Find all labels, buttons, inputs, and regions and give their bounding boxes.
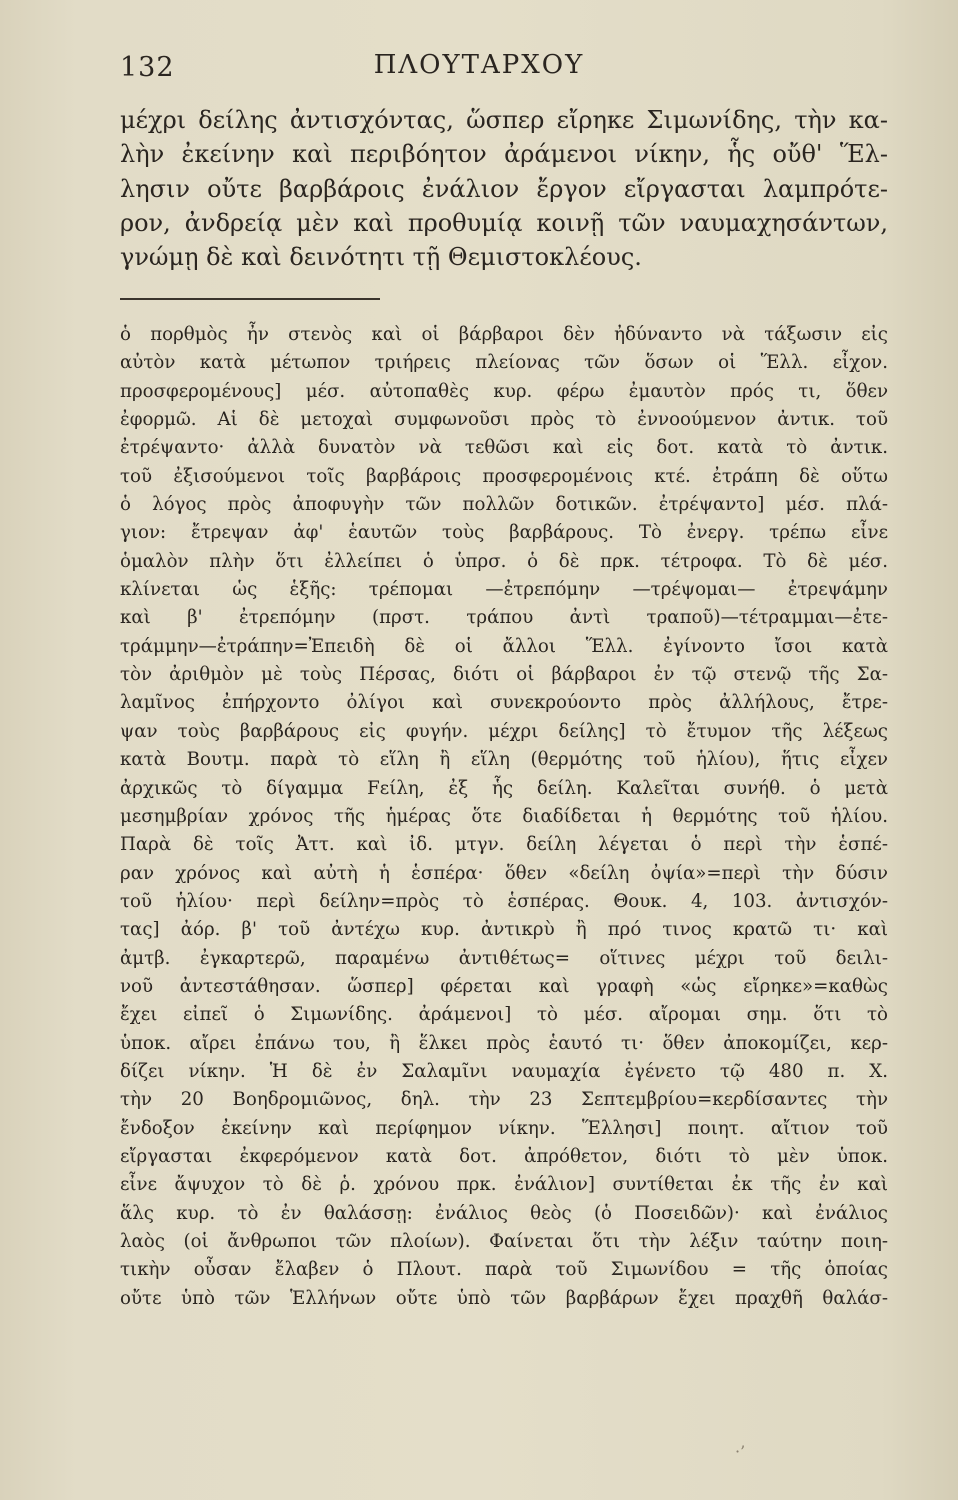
note-line: τοῦ ἐξισούμενοι τοῖς βαρβάροις προσφερομένοις κτέ. ἐτράπη δὲ οὕτω [120, 465, 888, 487]
margin-pencil-mark: ·’ [735, 1442, 746, 1461]
note-line: τράμμην—ἐτράπην=Ἐπειδὴ δὲ οἱ ἄλλοι Ἕλλ. ἐγίνοντο ἴσοι κατὰ [120, 635, 888, 657]
note-line: τὸν ἀριθμὸν μὲ τοὺς Πέρσας, διότι οἱ βάρβαροι ἐν τῷ στενῷ τῆς Σα- [120, 664, 888, 686]
note-line: κλίνεται ὡς ἑξῆς: τρέπομαι —ἐτρεπόμην —τρέψομαι— ἐτρεψάμην [120, 579, 888, 601]
note-line: μεσημβρίαν χρόνος τῆς ἡμέρας ὅτε διαδίδεται ἡ θερμότης τοῦ ἡλίου. [120, 805, 888, 827]
note-line: ἔνδοξον ἐκείνην καὶ περίφημον νίκην. Ἕλλησι] ποιητ. αἴτιον τοῦ [120, 1117, 888, 1139]
note-line: ψαν τοὺς βαρβάρους εἰς φυγήν. μέχρι δείλης] τὸ ἔτυμον τῆς λέξεως [120, 720, 888, 742]
note-line: ὁ λόγος πρὸς ἀποφυγὴν τῶν πολλῶν δοτικῶν. ἐτρέψαντο] μέσ. πλά- [120, 494, 888, 516]
main-text-line: λησιν οὔτε βαρβάροις ἐνάλιον ἔργον εἴργασται λαμπρότε- [120, 174, 888, 203]
note-line: οὔτε ὑπὸ τῶν Ἑλλήνων οὔτε ὑπὸ τῶν βαρβάρων ἔχει πραχθῆ θαλάσ- [120, 1287, 888, 1309]
main-text-line: γνώμῃ δὲ καὶ δεινότητι τῇ Θεμιστοκλέους. [120, 243, 642, 272]
note-line: καὶ β' ἐτρεπόμην (πρστ. τράπου ἀντὶ τραποῦ)—τέτραμμαι—ἐτε- [120, 607, 888, 629]
page-number: 132 [120, 52, 175, 83]
note-line: ἀρχικῶς τὸ δίγαμμα Fείλη, ἐξ ἧς δείλη. Καλεῖται συνήθ. ὁ μετὰ [120, 777, 888, 799]
note-line: γιον: ἔτρεψαν ἀφ' ἑαυτῶν τοὺς βαρβάρους. Τὸ ἐνεργ. τρέπω εἶνε [120, 522, 888, 544]
main-text [120, 103, 888, 274]
main-text-line: ρον, ἀνδρείᾳ μὲν καὶ προθυμίᾳ κοινῇ τῶν ναυμαχησάντων, [120, 208, 888, 237]
note-line: τας] ἀόρ. β' τοῦ ἀντέχω κυρ. ἀντικρὺ ἢ πρό τινος κρατῶ τι· καὶ [120, 919, 888, 941]
note-line: δίζει νίκην. Ἡ δὲ ἐν Σαλαμῖνι ναυμαχία ἐγένετο τῷ 480 π. Χ. [120, 1060, 888, 1082]
note-line: τοῦ ἡλίου· περὶ δείλην=πρὸς τὸ ἑσπέρας. Θουκ. 4, 103. ἀντισχόν- [120, 890, 888, 912]
note-line: αὐτὸν κατὰ μέτωπον τριήρεις πλείονας τῶν ὅσων οἱ Ἕλλ. εἶχον. [120, 352, 888, 374]
note-line: ραν χρόνος καὶ αὐτὴ ἡ ἑσπέρα· ὅθεν «δείλη ὀψία»=περὶ τὴν δύσιν [120, 862, 888, 884]
note-line: ὑποκ. αἴρει ἐπάνω του, ἢ ἕλκει πρὸς ἑαυτό τι· ὅθεν ἀποκομίζει, κερ- [120, 1032, 888, 1054]
note-line: ἔχει εἰπεῖ ὁ Σιμωνίδης. ἀράμενοι] τὸ μέσ. αἴρομαι σημ. ὅτι τὸ [120, 1004, 888, 1026]
note-line: εἴργασται ἐκφερόμενον κατὰ δοτ. ἀπρόθετον, διότι τὸ μὲν ὑποκ. [120, 1145, 888, 1167]
running-title: ΠΛΟΥΤΑΡΧΟΥ [373, 50, 585, 80]
main-text-line: λὴν ἐκείνην καὶ περιβόητον ἀράμενοι νίκην, ἧς οὔθ' Ἕλ- [120, 140, 888, 169]
note-line: λαὸς (οἱ ἄνθρωποι τῶν πλοίων). Φαίνεται ὅτι τὴν λέξιν ταύτην ποιη- [120, 1231, 888, 1252]
note-line: λαμῖνος ἐπήρχοντο ὀλίγοι καὶ συνεκρούοντο πρὸς ἀλλήλους, ἔτρε- [120, 692, 888, 714]
note-line: Παρὰ δὲ τοῖς Ἀττ. καὶ ἰδ. μτγν. δείλη λέγεται ὁ περὶ τὴν ἑσπέ- [120, 834, 888, 856]
note-line: εἶνε ἄψυχον τὸ δὲ ῥ. χρόνου πρκ. ἐνάλιον] συντίθεται ἐκ τῆς ἐν καὶ [120, 1174, 888, 1196]
note-line: νοῦ ἀντεστάθησαν. ὥσπερ] φέρεται καὶ γραφὴ «ὡς εἴρηκε»=καθὼς [120, 975, 888, 997]
main-text-line: μέχρι δείλης ἀντισχόντας, ὥσπερ εἴρηκε Σιμωνίδης, τὴν κα- [120, 106, 888, 134]
note-line: κατὰ Βουτμ. παρὰ τὸ εἵλη ἢ εἵλη (θερμότης τοῦ ἡλίου), ἥτις εἶχεν [120, 749, 888, 771]
note-line: ἀμτβ. ἐγκαρτερῶ, παραμένω ἀντιθέτως= οἵτινες μέχρι τοῦ δειλι- [120, 947, 888, 969]
note-line: προσφερομένους] μέσ. αὐτοπαθὲς κυρ. φέρω ἐμαυτὸν πρός τι, ὅθεν [120, 380, 888, 402]
note-line: ἐφορμῶ. Αἱ δὲ μετοχαὶ συμφωνοῦσι πρὸς τὸ ἐννοούμενον ἀντικ. τοῦ [120, 409, 888, 431]
note-line: ὁμαλὸν πλὴν ὅτι ἐλλείπει ὁ ὑπρσ. ὁ δὲ πρκ. τέτροφα. Τὸ δὲ μέσ. [120, 550, 888, 572]
note-line: ἅλς κυρ. τὸ ἐν θαλάσσῃ: ἐνάλιος θεὸς (ὁ Ποσειδῶν)· καὶ ἐνάλιος [120, 1202, 888, 1224]
commentary-notes [120, 321, 888, 1313]
note-line: τικὴν οὖσαν ἔλαβεν ὁ Πλουτ. παρὰ τοῦ Σιμωνίδου = τῆς ὁποίας [120, 1259, 888, 1281]
footnote-separator-rule [120, 298, 380, 300]
note-line: ἐτρέψαντο· ἀλλὰ δυνατὸν νὰ τεθῶσι καὶ εἰς δοτ. κατὰ τὸ ἀντικ. [120, 437, 888, 459]
note-line: τὴν 20 Βοηδρομιῶνος, δηλ. τὴν 23 Σεπτεμβρίου=κερδίσαντες τὴν [120, 1089, 888, 1111]
note-line: ὁ πορθμὸς ἦν στενὸς καὶ οἱ βάρβαροι δὲν ἠδύναντο νὰ τάξωσιν εἰς [120, 324, 888, 345]
